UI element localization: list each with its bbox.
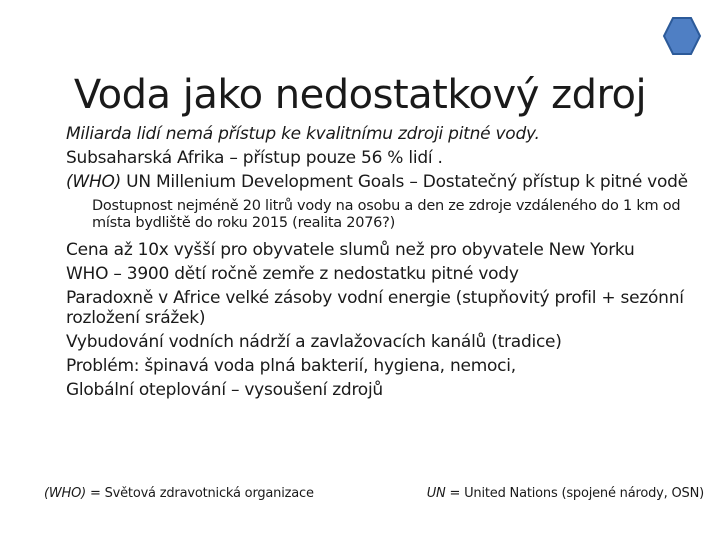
bullet-text: Vybudování vodních nádrží a zavlažovacích kanálů (tradice) (66, 332, 562, 352)
slide-title: Voda jako nedostatkový zdroj (73, 71, 647, 118)
bullet-list (44, 124, 704, 404)
bullet-text: Paradoxně v Africe velké zásoby vodní energie (stupňovitý profil + sezónní rozložení srážek) (66, 288, 684, 328)
bullet-text: Problém: špinavá voda plná bakterií, hygiena, nemoci, (66, 356, 516, 376)
footnote-un-text: = United Nations (spojené národy, OSN) (445, 486, 704, 501)
footnote (44, 486, 704, 502)
footnote-un (427, 486, 704, 502)
bullet-item (44, 288, 704, 328)
bullet-item (44, 124, 704, 144)
footnote-who (44, 486, 314, 502)
footnote-who-text: = Světová zdravotnická organizace (86, 486, 314, 501)
bullet-item (44, 332, 704, 352)
bullet-item (44, 240, 704, 260)
bullet-item (44, 148, 704, 168)
bullet-italic-text: Miliarda lidí nemá přístup ke kvalitnímu zdroji pitné vody. (66, 124, 540, 144)
hexagon-icon (662, 16, 702, 56)
bullet-text: Subsaharská Afrika – přístup pouze 56 % lidí . (66, 148, 443, 168)
footnote-un-abbr: UN (426, 486, 446, 501)
bullet-italic-text: (WHO) (66, 172, 121, 192)
sub-bullet-item (74, 198, 704, 232)
bullet-text: Cena až 10x vyšší pro obyvatele slumů než pro obyvatele New Yorku (66, 240, 635, 260)
bullet-text: Globální oteplování – vysoušení zdrojů (66, 380, 383, 400)
bullet-item (44, 172, 704, 192)
footnote-who-abbr: (WHO) (44, 486, 87, 501)
bullet-item (44, 380, 704, 400)
bullet-item (44, 264, 704, 284)
bullet-text: WHO – 3900 dětí ročně zemře z nedostatku pitné vody (66, 264, 519, 284)
bullet-item (44, 356, 704, 376)
bullet-text: UN Millenium Development Goals – Dostatečný přístup k pitné vodě (121, 172, 688, 192)
bullet-text: Dostupnost nejméně 20 litrů vody na osobu a den ze zdroje vzdáleného do 1 km od místa bydliště do roku 2015 (realita 2076?) (92, 198, 681, 231)
